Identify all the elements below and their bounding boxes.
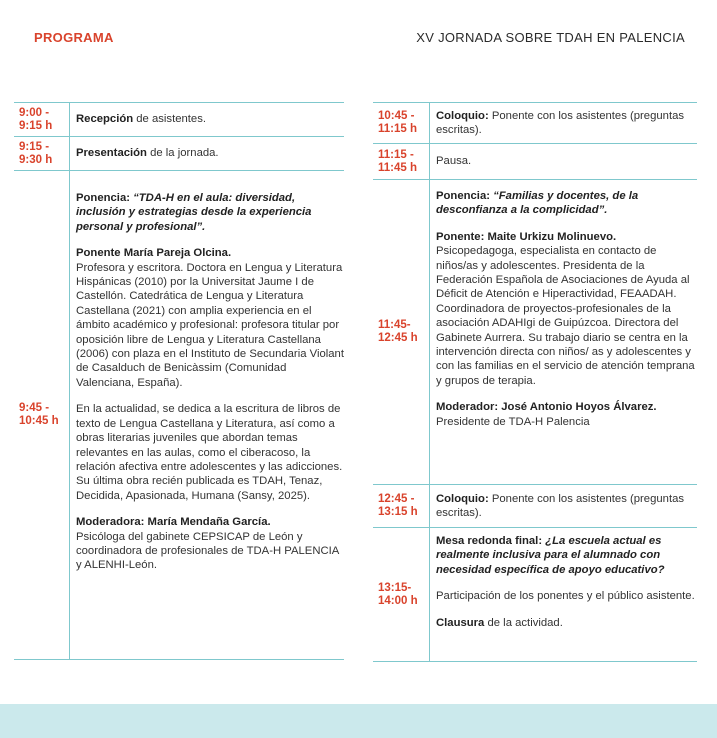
time-start: 13:15- [378,581,412,594]
moderator-name-text: Moderador: José Antonio Hoyos Álvarez. [436,401,657,414]
time-slot [373,103,430,143]
moderator-name [436,400,697,414]
header-program-label: PROGRAMA [34,30,114,45]
schedule-row [373,527,697,662]
session-text: Pausa. [436,155,472,168]
session-description [430,485,697,527]
talk-title: “TDA-H en el aula: diversidad, inclusión y estrategias desde la experiencia personal y profesional”. [76,192,312,233]
speaker-name-text: Ponente María Pareja Olcina. [76,247,232,260]
time-start: 12:45 - [378,493,415,505]
time-slot [373,528,430,661]
time-end: 12:45 h [378,332,418,344]
session-title: Recepción [76,113,134,126]
moderator-name-text: Moderadora: María Mendaña García. [76,516,271,529]
session-text: de asistentes. [133,113,206,126]
session-description [70,103,344,136]
schedule-row [373,143,697,179]
schedule-row [14,170,344,660]
closing-label: Clausura [436,616,485,629]
time-slot [373,180,430,484]
time-slot [373,485,430,527]
schedule-row [373,484,697,527]
speaker-name [76,246,344,260]
time-end: 11:45 h [378,161,417,174]
talk-heading [76,191,344,234]
time-end: 9:15 h [19,119,53,132]
time-slot [14,171,70,659]
time-start: 9:15 - [19,140,50,153]
time-slot [14,137,70,170]
time-end: 9:30 h [19,153,53,166]
time-slot [14,103,70,136]
talk-title: “Familias y docentes, de la desconfianza a la complicidad”. [436,190,639,217]
speaker-name-text: Ponente: Maite Urkizu Molinuevo. [436,230,617,243]
session-description [430,528,697,661]
session-title: Coloquio: [436,492,489,505]
moderator-name [76,515,344,529]
time-end: 14:00 h [378,594,418,607]
speaker-bio-2: En la actualidad, se dedica a la escritura de libros de texto de Lengua Castellana y Literatura, así como a obras literarias juveniles que abordan temas relevantes en las aulas, como el ciberacoso, la relación afectiva entre adolescentes y las adicciones. Su última obra recién publicada es TDAH, Tenaz, Decidida, Apasionada, Humana (Sansy, 2025). [76,403,343,502]
time-end: 13:15 h [378,506,418,518]
time-start: 9:45 - [19,402,50,414]
time-end: 11:15 h [378,123,417,135]
program-page [0,72,717,704]
closing-rest: de la actividad. [484,616,563,629]
round-table-heading [436,534,697,577]
session-description [430,180,697,484]
session-text: Ponente con los asistentes (preguntas escritas). [436,492,685,519]
moderator-bio: Psicóloga del gabinete CEPSICAP de León y coordinadora de profesionales de TDA-H PALENCIA y ALENHI-León. [76,530,339,572]
speaker-name [436,230,697,244]
footer-band [0,704,717,738]
round-table-title: ¿La escuela actual es realmente inclusiva para el alumnado con necesidad específica de apoyo educativo? [436,535,665,576]
session-title: Presentación [76,147,147,160]
talk-label: Ponencia: [436,190,494,202]
session-text: Ponente con los asistentes (preguntas escritas). [436,109,685,136]
session-title: Coloquio: [436,109,489,122]
speaker-bio: Profesora y escritora. Doctora en Lengua y Literatura Hispánicas (2010) por la Universitat Jaume I de Castellón. Catedrática de Lengua y Literatura Castellana (2021) con amplia experiencia en el ámbito académico y profesional: profesora titular por oposición libre de Lengua y Literatura Castellana (2006) con plaza en el Instituto de Secundaria Violant de Casalduch de Benicàssim (Comunidad Valenciana, España). [76,261,344,389]
moderator-bio: Presidente de TDA-H Palencia [436,415,590,428]
time-start: 11:15 - [378,148,414,161]
schedule-row [373,179,697,484]
session-description [430,103,697,143]
header-event-title: XV JORNADA SOBRE TDAH EN PALENCIA [416,30,685,45]
schedule-right-column [373,102,697,662]
round-table-label: Mesa redonda final: [436,535,546,547]
time-start: 9:00 - [19,106,50,119]
schedule-row [373,102,697,143]
page-header [0,0,717,72]
time-start: 11:45- [378,319,411,331]
speaker-bio: Psicopedagoga, especialista en contacto de niños/as y adolescentes. Presidenta de la Federación Española de Asociaciones de Ayuda al Déficit de Atención e Hiperactividad, FEAADAH. Coordinadora de proyectos-profesionales de la asociación ADAHIgi de Guipúzcoa. Directora del Gabinete Aurrera. Su trabajo diario se centra en la intervención directa con niños/ as y adolescentes y con las familias en el servicio de atención temprana y grupos de terapia. [436,245,695,387]
talk-heading [436,189,697,218]
schedule-row [14,102,344,136]
session-description [70,137,344,170]
schedule-left-column [14,102,344,660]
session-description [70,171,344,659]
time-end: 10:45 h [19,415,59,427]
time-slot [373,144,430,179]
talk-label: Ponencia: [76,192,134,204]
schedule-row [14,136,344,170]
time-start: 10:45 - [378,110,415,122]
participation-text: Participación de los ponentes y el público asistente. [436,590,695,603]
session-text: de la jornada. [146,147,219,160]
session-description [430,144,697,179]
closing-text [436,616,697,630]
